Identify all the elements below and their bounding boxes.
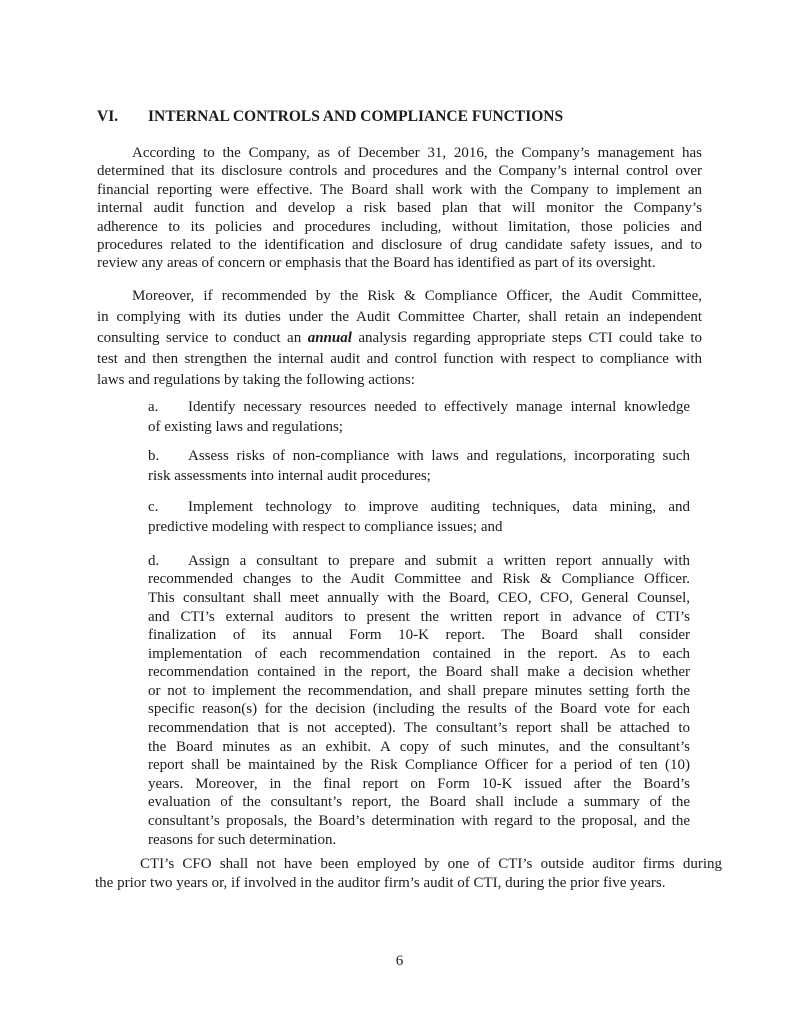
text-line: CTI’s CFO shall not have been employed by one of CTI’s outside auditor firms during — [140, 856, 722, 873]
paragraph-intro — [97, 144, 702, 273]
text-line: financial reporting were effective. The Board shall work with the Company to implement an — [97, 181, 702, 198]
section-heading — [97, 107, 702, 127]
text-line: finalization of its annual Form 10-K report. The Board shall consider — [148, 627, 690, 644]
text-line: in complying with its duties under the Audit Committee Charter, shall retain an independent — [97, 308, 702, 325]
list-label: c. — [148, 498, 159, 515]
text-line: reasons for such determination. — [148, 831, 337, 848]
list-label: d. — [148, 552, 160, 569]
text-line: the Board minutes as an exhibit. A copy of such minutes, and the consultant’s — [148, 738, 690, 755]
text-line: determined that its disclosure controls and procedures and the Company’s internal control over — [97, 163, 702, 180]
text-line: test and then strengthen the internal audit and control function with respect to compliance with — [97, 350, 702, 367]
text-segment: Implement technology to improve auditing techniques, data mining, and — [188, 498, 690, 515]
list-label: b. — [148, 447, 160, 464]
paragraph-moreover — [97, 286, 702, 391]
section-number: VI. — [97, 108, 119, 125]
text-line — [148, 552, 690, 571]
list-item-a — [148, 397, 690, 437]
text-line: predictive modeling with respect to compliance issues; and — [148, 518, 503, 535]
text-segment: consulting service to conduct an — [97, 329, 308, 346]
text-line — [148, 446, 690, 466]
text-segment: Identify necessary resources needed to effectively manage internal knowledge — [188, 398, 690, 415]
text-line: report shall be maintained by the Risk Compliance Officer for a period of ten (10) — [148, 757, 690, 774]
text-line — [148, 497, 690, 517]
text-line: or not to implement the recommendation, and shall prepare minutes setting forth the — [148, 682, 690, 699]
text-line: consultant’s proposals, the Board’s determination with regard to the proposal, and the — [148, 813, 690, 830]
text-line: the prior two years or, if involved in the auditor firm’s audit of CTI, during the prior five years. — [95, 875, 666, 892]
text-segment: Assess risks of non-compliance with laws and regulations, incorporating such — [188, 447, 690, 464]
list-item-d — [148, 552, 690, 850]
text-line: recommendation that is not accepted). The consultant’s report shall be attached to — [148, 720, 690, 737]
paragraph-closing — [95, 855, 722, 893]
text-segment: Assign a consultant to prepare and submit a written report annually with — [188, 552, 690, 569]
text-line: specific reason(s) for the decision (including the results of the Board vote for each — [148, 701, 690, 718]
list-label: a. — [148, 398, 159, 415]
text-line: laws and regulations by taking the following actions: — [97, 371, 415, 388]
text-line: years. Moreover, in the final report on Form 10-K issued after the Board’s — [148, 775, 690, 792]
list-item-c — [148, 497, 690, 537]
text-line: This consultant shall meet annually with the Board, CEO, CFO, General Counsel, — [148, 589, 690, 606]
page-number: 6 — [395, 953, 404, 970]
text-line: and CTI’s external auditors to present the written report in advance of CTI’s — [148, 608, 690, 625]
text-line: recommended changes to the Audit Committee and Risk & Compliance Officer. — [148, 571, 690, 588]
text-line: adherence to its policies and procedures including, without limitation, those policies and — [97, 218, 702, 235]
section-title: INTERNAL CONTROLS AND COMPLIANCE FUNCTIONS — [148, 108, 564, 125]
text-segment: analysis regarding appropriate steps CTI could take to — [351, 329, 702, 346]
text-line: review any areas of concern or emphasis that the Board has identified as part of its oversight. — [97, 255, 656, 272]
text-line: Moreover, if recommended by the Risk & Compliance Officer, the Audit Committee, — [132, 287, 702, 304]
emphasis-annual: annual — [307, 329, 352, 346]
text-line: According to the Company, as of December 31, 2016, the Company’s management has — [132, 145, 702, 161]
list-item-b — [148, 446, 690, 486]
text-line: implementation of each recommendation contained in the report. As to each — [148, 645, 690, 662]
text-line: evaluation of the consultant’s report, the Board shall include a summary of the — [148, 794, 690, 811]
text-line: procedures related to the identification and disclosure of drug candidate safety issues, and to — [97, 236, 702, 253]
text-line: risk assessments into internal audit procedures; — [148, 467, 431, 484]
text-line — [97, 328, 702, 349]
text-line: of existing laws and regulations; — [148, 418, 343, 435]
text-line: recommendation contained in the report, the Board shall make a decision whether — [148, 664, 690, 681]
text-line — [148, 397, 690, 417]
text-line: internal audit function and develop a risk based plan that will monitor the Company’s — [97, 200, 702, 217]
